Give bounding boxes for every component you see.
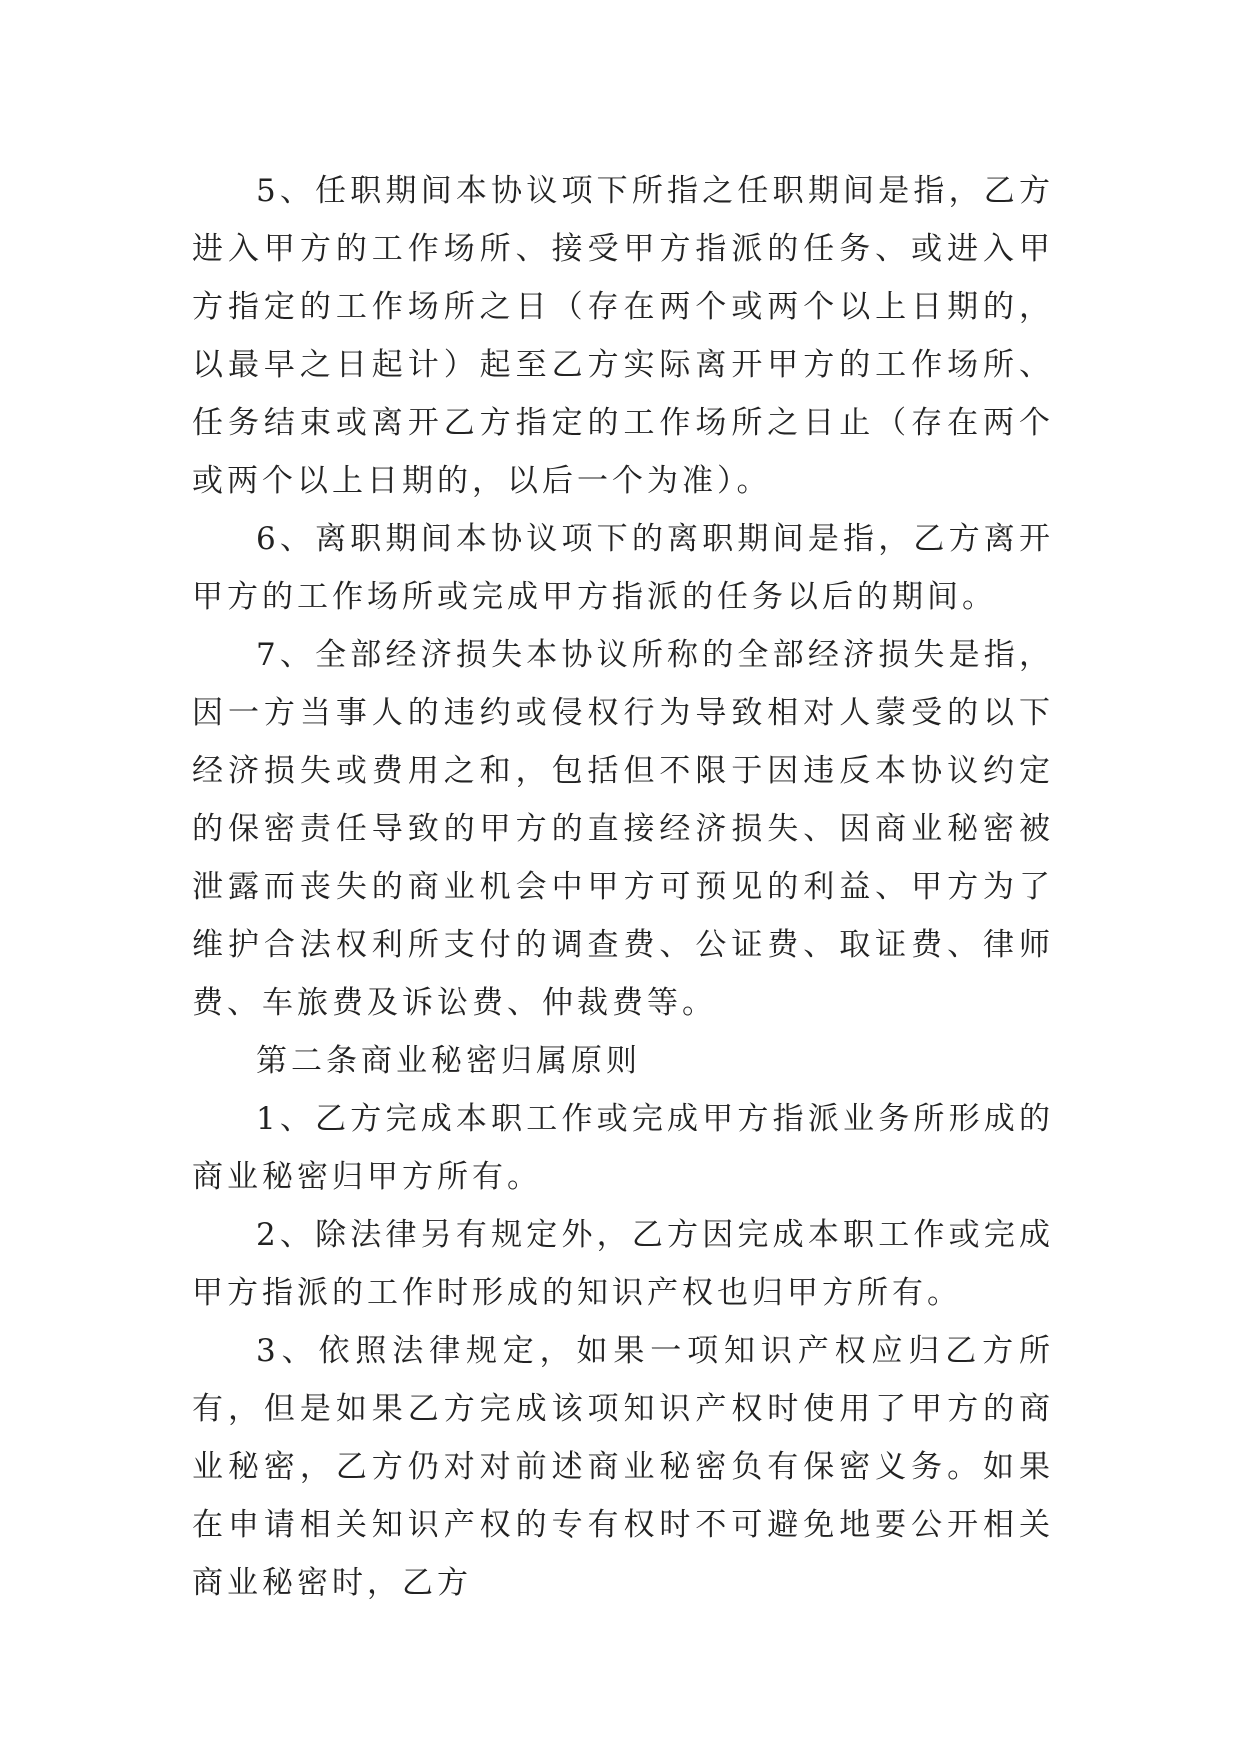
clause-5-paragraph: 5、任职期间本协议项下所指之任职期间是指，乙方进入甲方的工作场所、接受甲方指派的任务、或进入甲方指定的工作场所之日（存在两个或两个以上日期的，以最早之日起计）起至乙方实际离开甲方的工作场所、任务结束或离开乙方指定的工作场所之日止（存在两个或两个以上日期的，以后一个为准）。 (192, 173, 1054, 499)
article-2-clause-3: 3、依照法律规定，如果一项知识产权应归乙方所有，但是如果乙方完成该项知识产权时使用了甲方的商业秘密，乙方仍对对前述商业秘密负有保密义务。如果在申请相关知识产权的专有权时不可避免地要公开相关商业秘密时，乙方 (192, 1333, 1054, 1601)
clause-6-paragraph: 6、离职期间本协议项下的离职期间是指，乙方离开甲方的工作场所或完成甲方指派的任务以后的期间。 (192, 521, 1054, 615)
article-2-clause-2: 2、除法律另有规定外，乙方因完成本职工作或完成甲方指派的工作时形成的知识产权也归甲方所有。 (192, 1217, 1054, 1311)
article-2-clause-1: 1、乙方完成本职工作或完成甲方指派业务所形成的商业秘密归甲方所有。 (192, 1101, 1054, 1195)
document-body (192, 162, 1054, 1612)
article-2-heading: 第二条商业秘密归属原则 (256, 1043, 641, 1079)
clause-7-paragraph: 7、全部经济损失本协议所称的全部经济损失是指，因一方当事人的违约或侵权行为导致相对人蒙受的以下经济损失或费用之和，包括但不限于因违反本协议约定的保密责任导致的甲方的直接经济损失、因商业秘密被泄露而丧失的商业机会中甲方可预见的利益、甲方为了维护合法权利所支付的调查费、公证费、取证费、律师费、车旅费及诉讼费、仲裁费等。 (192, 637, 1054, 1021)
